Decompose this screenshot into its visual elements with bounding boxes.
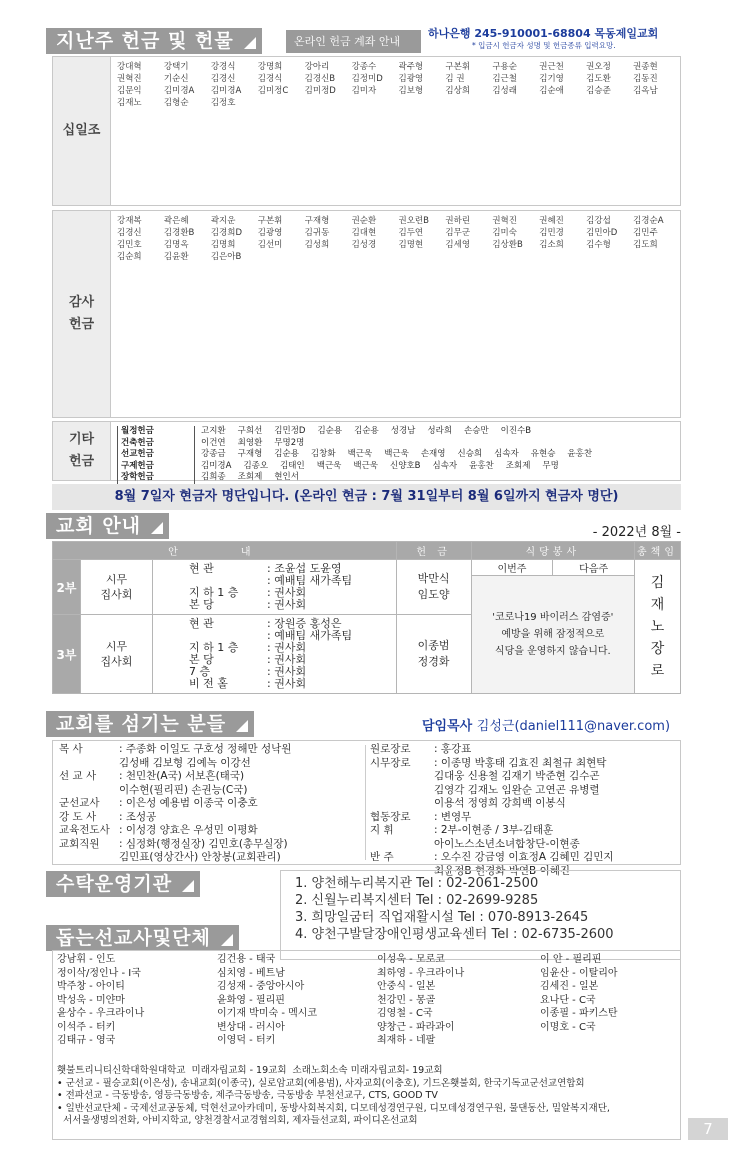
- missionary-item: 정이삭/정인나 - I국: [57, 967, 141, 979]
- thanks-name: 김민아D: [586, 228, 618, 238]
- place-row: [189, 678, 390, 690]
- missionary-item: [540, 1034, 677, 1048]
- tithe-name: 김경신: [210, 74, 236, 84]
- tithe-name: 김경식: [257, 74, 283, 84]
- place-value: : 권사회: [267, 641, 307, 654]
- district-3: 3부: [53, 615, 81, 694]
- thanks-name: 김경신: [117, 228, 142, 238]
- online-account-number: 하나은행 245-910001-68804 목동제일교회: [428, 27, 659, 40]
- missionary-item: 요나단 - C국: [540, 994, 596, 1006]
- servant-role: 교회직원: [59, 837, 100, 850]
- tithe-name: 권근천: [539, 62, 564, 72]
- etc-name: 구희선: [237, 426, 263, 436]
- missionary-item: 이명호 - C국: [540, 1021, 596, 1033]
- servant-names: : 이성경 양효은 우성민 이평화: [119, 824, 258, 836]
- tithe-name: 김보형: [398, 86, 424, 96]
- place-value: : 예배팀 새가족팀: [267, 574, 353, 587]
- tithe-name: 김미정D: [304, 86, 336, 96]
- mission-org-line: • 일반선교단체 - 국제선교공동체, 덕현선교아카데미, 동방사회복지회, 디모데성경연구원, 디모데성경연구원, 물댄동산, 밀알복지재단,: [57, 1102, 610, 1114]
- missionary-item: 이석주 - 터키: [57, 1021, 116, 1033]
- etc-offering-box: [52, 421, 681, 481]
- place-label: 7 층: [189, 665, 211, 678]
- servant-role: 선 교 사: [59, 770, 97, 782]
- etc-category: 건축헌금: [117, 438, 195, 450]
- pastor-label: 담임목사: [422, 719, 473, 734]
- servant-role: 목 사: [59, 743, 83, 755]
- thanks-name: 구재형: [304, 216, 330, 226]
- etc-name: 손재영: [420, 449, 446, 459]
- place-value: : 장원증 홍성은: [267, 617, 342, 630]
- tithe-name: 김정호: [210, 98, 236, 108]
- servant-names: : 오수진 강금영 이효정A 김혜민 김민지: [434, 851, 614, 863]
- th-offering: 헌 금: [396, 542, 471, 560]
- etc-name: 심속자: [432, 460, 458, 471]
- missionary-item: 이영덕 - 터키: [217, 1035, 276, 1046]
- church-info-date: - 2022년 8월 -: [592, 525, 681, 540]
- tithe-name: 김미경A: [163, 86, 195, 96]
- thanks-name: 김경환B: [163, 228, 195, 238]
- etc-name: 손승만: [464, 426, 489, 436]
- servant-row: [370, 743, 675, 757]
- tithe-name: 강명희: [257, 62, 283, 72]
- online-account-label: 온라인 헌금 계좌 안내: [286, 30, 421, 53]
- page-number: 7: [688, 1118, 728, 1140]
- place-value: : 예배팀 새가족팀: [267, 629, 353, 642]
- mission-org-line: • 전파선교 - 극동방송, 영등극동방송, 제주극동방송, 극동방송 부천선교구, CTS, GOOD TV: [57, 1090, 438, 1101]
- missionary-item: 박주창 - 아이티: [57, 981, 125, 992]
- kitchen-next-week: 다음주: [553, 560, 635, 576]
- thanks-name: 권혜진: [539, 216, 564, 226]
- tithe-name: 김도환: [586, 74, 611, 84]
- servant-role: 군선교사: [59, 797, 100, 809]
- etc-name: 강종금: [201, 449, 226, 459]
- etc-label: 기타 헌금: [53, 422, 111, 480]
- place-value: : 권사회: [267, 665, 307, 678]
- tithe-name: 강대혁: [117, 62, 142, 72]
- servant-names: : 이은성 예용범 이종국 이충호: [119, 797, 258, 809]
- servants-box: [52, 740, 681, 877]
- missionary-item: 이종필 - 파키스탄: [540, 1008, 618, 1019]
- servant-names: : 조성공: [119, 810, 157, 823]
- section-title-servants: 교회를 섬기는 분들: [46, 711, 254, 737]
- etc-category: 구제헌금: [117, 461, 195, 473]
- servants-left-column: [59, 743, 359, 865]
- etc-row: [117, 472, 676, 484]
- place-label: 지 하 1 층: [189, 586, 239, 599]
- welfare-item: 2. 신월누리복지센터 Tel : 02-2699-9285: [295, 893, 539, 908]
- servant-names: : 심정화(행정실장) 김민호(총무실장): [119, 837, 288, 850]
- thanks-name: 권순환: [351, 216, 377, 226]
- missionary-item: 최재하 - 네팔: [377, 1035, 436, 1046]
- servant-names: : 변영무: [434, 810, 472, 823]
- section-title-consign: 수탁운영기관: [46, 871, 200, 897]
- servant-row: [370, 797, 675, 811]
- servant-row: [59, 784, 359, 798]
- servant-names: : 2부-이현종 / 3부-김태훈: [434, 824, 554, 836]
- welfare-item: 1. 양천해누리복지관 Tel : 02-2061-2500: [295, 876, 539, 891]
- thanks-name: 김대현: [351, 228, 377, 238]
- servants-divider: [365, 745, 366, 860]
- tithe-name: 강종수: [351, 62, 377, 72]
- tithe-name: 김미경A: [210, 86, 242, 96]
- servant-row: [59, 770, 359, 784]
- missionary-item: 박성욱 - 미얀마: [57, 994, 125, 1006]
- thanks-name: 김성희: [304, 240, 330, 250]
- missionary-item: 김태규 - 영국: [57, 1035, 116, 1046]
- etc-row: [117, 449, 676, 461]
- thanks-name: 김세영: [445, 240, 471, 250]
- thanks-name: 김광영: [257, 228, 283, 238]
- tithe-name: 김상희: [445, 86, 471, 96]
- servant-names: : 주종화 이일도 구호성 정해만 성낙원: [119, 743, 292, 755]
- thanks-name: 김미숙: [492, 228, 517, 238]
- servant-role: 강 도 사: [59, 810, 97, 823]
- thanks-name: 김수형: [586, 240, 611, 250]
- servant-names: 이수현(필리핀) 손권능(C국): [119, 783, 248, 796]
- etc-name: 김순용: [354, 426, 379, 436]
- servant-row: [370, 770, 675, 784]
- mission-org-lines: [57, 1065, 677, 1128]
- tithe-box: [52, 56, 681, 206]
- servant-names: : 홍강표: [434, 743, 472, 755]
- welfare-item: 4. 양천구발달장애인평생교육센터 Tel : 02-6735-2600: [295, 927, 614, 942]
- district-3-places: [153, 615, 397, 694]
- servant-row: [59, 838, 359, 852]
- thanks-name: 김강섭: [586, 216, 611, 226]
- etc-name: 조회제: [505, 460, 531, 471]
- thanks-name: 김순희: [117, 252, 142, 262]
- servant-row: [59, 851, 359, 865]
- tithe-name: 김경신B: [304, 74, 336, 84]
- servant-role: 시무장로: [370, 756, 411, 769]
- district-2-offering: 박만식 임도양: [396, 560, 471, 615]
- section-title-missionaries: 돕는선교사및단체: [46, 925, 239, 951]
- missionary-item: 천강민 - 몽골: [377, 994, 436, 1006]
- etc-name: 신승희: [457, 449, 483, 459]
- tithe-name: 권오정: [586, 62, 611, 72]
- etc-name: 고지환: [201, 426, 226, 436]
- etc-name: 윤홍찬: [469, 460, 494, 471]
- thanks-name: 곽지운: [210, 216, 236, 226]
- section-title-offering: 지난주 헌금 및 헌물: [46, 28, 262, 54]
- thanks-name: 김민주: [633, 228, 658, 238]
- thanks-name: 김은아B: [210, 252, 242, 262]
- servant-names: : 이종명 박홍태 김효진 최철규 최현탁: [434, 756, 607, 769]
- thanks-name: 김소희: [539, 240, 564, 250]
- place-label: 본 당: [189, 598, 214, 611]
- place-label: 현 관: [189, 562, 214, 575]
- thanks-name: 김도희: [633, 240, 658, 250]
- etc-name: 김순용: [317, 426, 343, 436]
- online-account-note: * 입금시 헌금자 성명 및 헌금종류 입력요망.: [472, 41, 616, 50]
- welfare-box: [280, 870, 681, 960]
- tithe-name: 김근철: [492, 74, 517, 84]
- thanks-name: 김명옥: [163, 240, 189, 250]
- servant-row: [370, 824, 675, 838]
- missionary-item: 이 안 - 필리핀: [540, 954, 602, 965]
- missionary-item: 김성재 - 중앙아시아: [217, 981, 305, 992]
- church-info-table: [52, 541, 681, 694]
- tithe-name: 권종현: [633, 62, 658, 72]
- etc-name: 최영환: [237, 437, 263, 448]
- servant-names: 김성배 김보형 김예녹 이강선: [119, 756, 251, 769]
- servant-names: : 천민찬(A국) 서보흔(태국): [119, 770, 245, 782]
- place-value: : 권사회: [267, 586, 307, 599]
- etc-name: 김종오: [243, 460, 269, 471]
- thanks-box: [52, 210, 681, 418]
- thanks-name: 강재복: [117, 216, 142, 226]
- missionary-item: 변상대 - 러시아: [217, 1021, 285, 1033]
- place-value: : 권사회: [267, 653, 307, 666]
- tithe-name: 강경식: [210, 62, 236, 72]
- missionary-item: 강남휘 - 인도: [57, 954, 116, 965]
- servant-row: [370, 784, 675, 798]
- missionary-item: 안중식 - 일본: [377, 981, 436, 992]
- tithe-name: 강택기: [163, 62, 189, 72]
- tithe-name: 구본휘: [445, 62, 471, 72]
- servant-role: 지 휘: [370, 824, 394, 836]
- etc-name: 김태인: [280, 460, 305, 471]
- tithe-name: 김형순: [163, 98, 189, 108]
- th-total: 총책임: [635, 542, 681, 560]
- thanks-name: 김상환B: [492, 240, 523, 250]
- thanks-name: 김명희: [210, 240, 236, 250]
- etc-row: [117, 438, 676, 450]
- etc-name: 백근욱: [384, 449, 409, 459]
- missionary-item: 윤상수 - 우크라이나: [57, 1008, 145, 1019]
- servant-names: 김민표(영상간사) 안창봉(교회관리): [119, 851, 281, 863]
- etc-category: 월정헌금: [117, 426, 195, 438]
- etc-name: 이건연: [201, 437, 226, 448]
- missionaries-box: [52, 950, 681, 1140]
- thanks-name: 곽은혜: [163, 216, 189, 226]
- missionary-item: 임윤산 - 이탈리아: [540, 967, 618, 979]
- etc-name: 김창화: [310, 449, 336, 459]
- missionary-item: 이기재 박미숙 - 멕시코: [217, 1008, 318, 1019]
- thanks-name: 김경순A: [633, 216, 664, 226]
- tithe-name: 곽주형: [398, 62, 424, 72]
- etc-name: 김희종: [201, 472, 226, 482]
- thanks-name: 권오련B: [398, 216, 429, 226]
- tithe-name: 김미정C: [257, 86, 289, 96]
- th-guide: 안 내: [53, 542, 397, 560]
- servant-row: [370, 851, 675, 865]
- offering-notice-banner: 8월 7일자 현금자 명단입니다. (온라인 현금 : 7월 31일부터 8월 6일까지 현금자 명단): [52, 484, 681, 510]
- etc-name: 백근욱: [353, 460, 379, 471]
- missionary-item: 양창근 - 파라과이: [377, 1021, 455, 1033]
- thanks-name: 권혁진: [492, 216, 517, 226]
- missionary-item: 최하영 - 우크라이나: [377, 967, 465, 979]
- tithe-name: 김미자: [351, 86, 377, 96]
- mission-org-line: • 군선교 - 필승교회(이은성), 송내교회(이종국), 실로암교회(예용범), 사자교회(이충호), 기드온횃불회, 한국기독교군선교연합회: [57, 1077, 585, 1089]
- servants-right-column: [370, 743, 675, 878]
- etc-name: 백근욱: [316, 460, 342, 471]
- mission-org-line: 횃불트리니티신학대학원대학교 미래자립교회 - 19교회 소래노회소속 미래자립교회- 19교회: [57, 1065, 443, 1076]
- servant-row: [59, 757, 359, 771]
- etc-category: 선교헌금: [117, 449, 195, 461]
- covid-notice: '코로나19 바이러스 감염증' 예방을 위해 잠정적으로 식당을 운영하지 않습니다.: [471, 576, 634, 694]
- place-value: : 권사회: [267, 677, 307, 690]
- etc-name: 유현승: [530, 449, 556, 459]
- thanks-name: 김두연: [398, 228, 424, 238]
- thanks-name: 김민경: [539, 228, 564, 238]
- tithe-name: 김정미D: [351, 74, 383, 84]
- tithe-name: 김승준: [586, 86, 611, 96]
- etc-name: 김민정D: [274, 426, 306, 436]
- servant-names: 최윤정B 현경화 박연B 이혜진: [434, 864, 570, 877]
- servant-row: [59, 824, 359, 838]
- th-kitchen: 식당봉사: [471, 542, 634, 560]
- thanks-name: 김민호: [117, 240, 142, 250]
- place-value: : 조윤섭 도윤영: [267, 562, 342, 575]
- etc-name: 김미경A: [201, 460, 232, 471]
- thanks-name: 김선미: [257, 240, 283, 250]
- tithe-name: 김기영: [539, 74, 564, 84]
- etc-name: 무명: [542, 460, 559, 471]
- district-2-places: [153, 560, 397, 615]
- pastor-value: 김성근(daniel111@naver.com): [476, 719, 671, 734]
- servant-row: [59, 797, 359, 811]
- etc-name: 심속자: [494, 449, 519, 459]
- servant-row: [59, 743, 359, 757]
- servant-row: [370, 838, 675, 852]
- place-label: 비 전 홀: [189, 677, 228, 690]
- total-lead: 김 재 노 장 로: [635, 560, 681, 694]
- district-2: 2부: [53, 560, 81, 615]
- etc-name: 백근욱: [347, 449, 373, 459]
- place-row: [189, 599, 390, 611]
- section-title-church-info: 교회 안내: [46, 513, 169, 539]
- etc-name: 성라희: [427, 426, 453, 436]
- tithe-name: 김성래: [492, 86, 517, 96]
- servant-row: [370, 757, 675, 771]
- etc-name: 김순용: [274, 449, 299, 459]
- district-3-offering: 이종범 정경화: [396, 615, 471, 694]
- place-label: 현 관: [189, 617, 214, 630]
- etc-category: 장학헌금: [117, 472, 195, 484]
- servant-role: 협동장로: [370, 810, 411, 823]
- tithe-label: 십일조: [53, 57, 111, 205]
- tithe-name: 기순신: [163, 74, 189, 84]
- tithe-name-grid: [117, 61, 678, 109]
- missionary-grid: [57, 953, 677, 1048]
- thanks-name: 김무군: [445, 228, 471, 238]
- thanks-name: 김명현: [398, 240, 424, 250]
- etc-offering-rows: [117, 426, 676, 484]
- district-2-meeting: 시무 집사회: [81, 560, 153, 615]
- welfare-item: 3. 희망일굼터 직업재활시설 Tel : 070-8913-2645: [295, 910, 589, 925]
- servant-names: 김대웅 신용철 김재기 박준현 김수곤: [434, 770, 600, 782]
- missionary-item: 심치영 - 베트남: [217, 967, 285, 979]
- tithe-name: 권혁진: [117, 74, 142, 84]
- mission-org-line: 서서울생명의전화, 아비지학교, 양천경찰서교경협의회, 제자들선교회, 파이디온선교회: [57, 1115, 418, 1126]
- servant-row: [59, 811, 359, 825]
- etc-name: 윤홍찬: [567, 449, 593, 459]
- etc-name: 이진수B: [500, 426, 532, 436]
- kitchen-this-week: 이번주: [471, 560, 553, 576]
- thanks-label: 감사 헌금: [53, 211, 111, 417]
- tithe-name: 김순애: [539, 86, 564, 96]
- senior-pastor: [422, 715, 670, 734]
- missionary-item: 김영철 - C국: [377, 1008, 433, 1019]
- etc-name: 무명2명: [274, 437, 305, 448]
- etc-row: [117, 426, 676, 438]
- servant-names: 아이노스소년소녀합창단-이현종: [434, 837, 580, 850]
- etc-name: 신양호B: [390, 460, 421, 471]
- etc-row: [117, 461, 676, 473]
- district-3-meeting: 시무 집사회: [81, 615, 153, 694]
- etc-name: 구재형: [237, 449, 263, 459]
- thanks-name-grid: [117, 215, 678, 263]
- tithe-name: 강아리: [304, 62, 330, 72]
- thanks-name: 김귀동: [304, 228, 330, 238]
- servant-names: 김영각 김재노 임완순 고연곤 유병렬: [434, 783, 600, 796]
- tithe-name: 김동진: [633, 74, 658, 84]
- thanks-name: 김성경: [351, 240, 377, 250]
- place-value: : 권사회: [267, 598, 307, 611]
- tithe-name: 김문익: [117, 86, 142, 96]
- place-label: 지 하 1 층: [189, 641, 239, 654]
- etc-name: 조회제: [237, 472, 263, 482]
- missionary-item: 김세진 - 일본: [540, 981, 599, 992]
- servant-role: 교육전도사: [59, 824, 110, 836]
- place-label: 본 당: [189, 653, 214, 666]
- servant-row: [370, 811, 675, 825]
- thanks-name: 김윤환: [163, 252, 189, 262]
- tithe-name: 김 권: [445, 74, 465, 84]
- missionary-item: 이성욱 - 모로코: [377, 954, 445, 965]
- tithe-name: 김광영: [398, 74, 424, 84]
- servant-names: 이용석 정영희 강희백 이봉식: [434, 797, 566, 809]
- tithe-name: 구용순: [492, 62, 517, 72]
- thanks-name: 구본휘: [257, 216, 283, 226]
- etc-name: 현인서: [274, 472, 299, 482]
- tithe-name: 김재노: [117, 98, 142, 108]
- thanks-name: 권하린: [445, 216, 471, 226]
- servant-role: 원로장로: [370, 743, 411, 755]
- etc-name: 성경남: [390, 426, 416, 436]
- thanks-name: 김경희D: [210, 228, 243, 238]
- tithe-name: 김옥남: [633, 86, 658, 96]
- missionary-item: 윤화영 - 필리핀: [217, 994, 285, 1006]
- missionary-item: 김건용 - 태국: [217, 954, 276, 965]
- servant-role: 반 주: [370, 851, 394, 863]
